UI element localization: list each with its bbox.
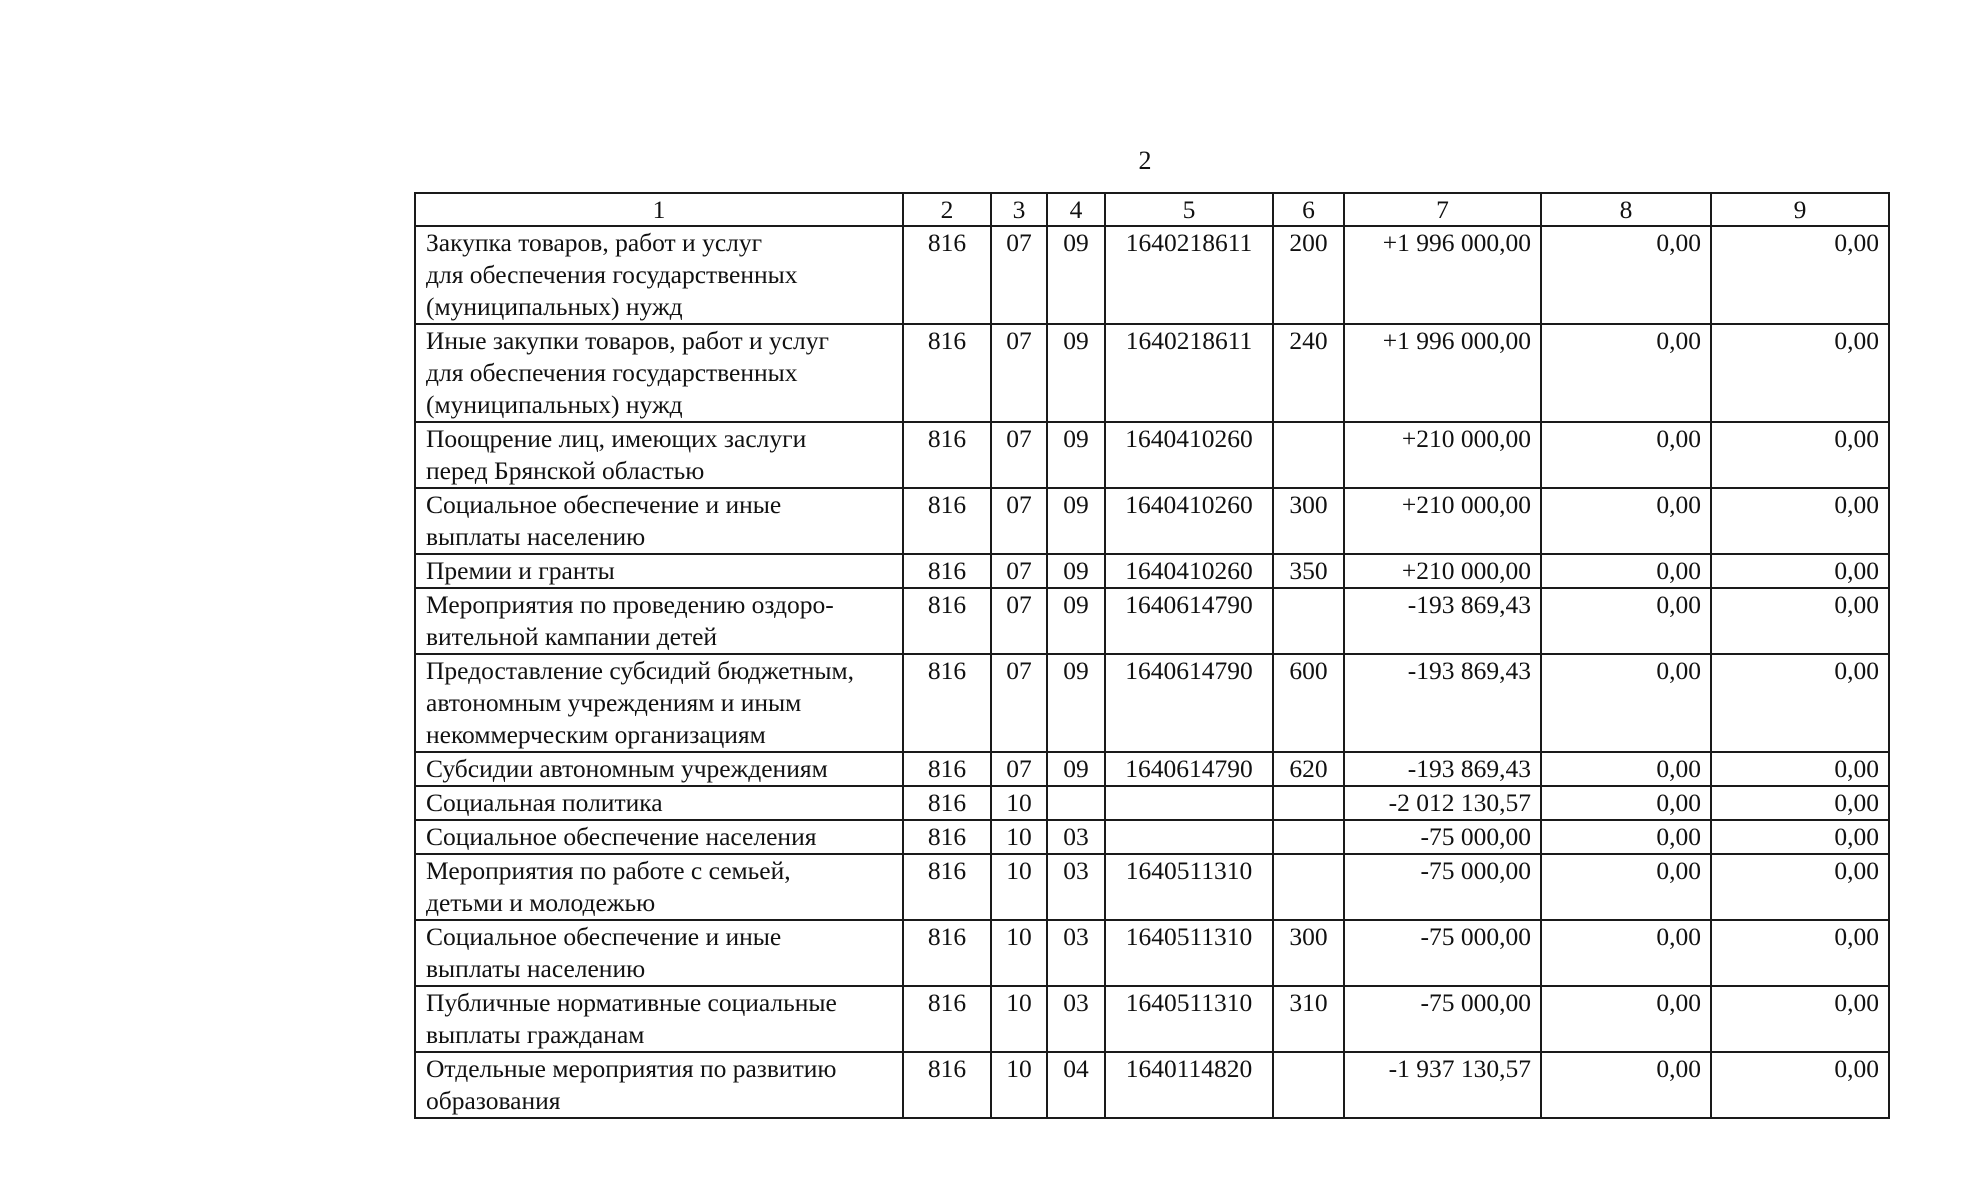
cell-grbs: 816 bbox=[903, 1052, 991, 1118]
cell-col8: 0,00 bbox=[1541, 554, 1711, 588]
name-line: Мероприятия по проведению оздоро- bbox=[426, 590, 834, 619]
cell-subsection: 09 bbox=[1047, 654, 1105, 752]
cell-subsection: 09 bbox=[1047, 324, 1105, 422]
cell-subsection: 09 bbox=[1047, 422, 1105, 488]
name-line: Публичные нормативные социальные bbox=[426, 988, 837, 1017]
cell-col8: 0,00 bbox=[1541, 820, 1711, 854]
column-header: 8 bbox=[1541, 193, 1711, 226]
cell-amount: -75 000,00 bbox=[1344, 854, 1541, 920]
cell-col9: 0,00 bbox=[1711, 920, 1889, 986]
column-header: 2 bbox=[903, 193, 991, 226]
cell-grbs: 816 bbox=[903, 752, 991, 786]
cell-subsection: 09 bbox=[1047, 554, 1105, 588]
cell-amount: -1 937 130,57 bbox=[1344, 1052, 1541, 1118]
cell-col8: 0,00 bbox=[1541, 752, 1711, 786]
cell-amount: -193 869,43 bbox=[1344, 752, 1541, 786]
name-line: автономным учреждениям и иным bbox=[426, 688, 802, 717]
cell-subsection: 03 bbox=[1047, 820, 1105, 854]
cell-grbs: 816 bbox=[903, 588, 991, 654]
cell-name bbox=[415, 920, 903, 986]
cell-subsection bbox=[1047, 786, 1105, 820]
cell-col8: 0,00 bbox=[1541, 920, 1711, 986]
name-line: Социальная политика bbox=[426, 788, 663, 817]
cell-target-article: 1640218611 bbox=[1105, 324, 1273, 422]
name-line: Социальное обеспечение и иные bbox=[426, 490, 782, 519]
name-line: Социальное обеспечение и иные bbox=[426, 922, 782, 951]
cell-col9: 0,00 bbox=[1711, 752, 1889, 786]
page-number: 2 bbox=[1138, 146, 1152, 175]
name-line: для обеспечения государственных bbox=[426, 260, 798, 289]
table-header-row bbox=[415, 193, 1889, 226]
cell-section: 10 bbox=[991, 786, 1047, 820]
cell-name bbox=[415, 1052, 903, 1118]
table-row bbox=[415, 588, 1889, 654]
name-line: выплаты гражданам bbox=[426, 1020, 645, 1049]
cell-amount: +1 996 000,00 bbox=[1344, 324, 1541, 422]
cell-expense-type: 600 bbox=[1273, 654, 1344, 752]
cell-section: 07 bbox=[991, 422, 1047, 488]
name-line: (муниципальных) нужд bbox=[426, 292, 683, 321]
cell-col9: 0,00 bbox=[1711, 226, 1889, 324]
name-line: Социальное обеспечение населения bbox=[426, 822, 817, 851]
cell-section: 07 bbox=[991, 654, 1047, 752]
cell-subsection: 09 bbox=[1047, 588, 1105, 654]
cell-section: 10 bbox=[991, 854, 1047, 920]
cell-subsection: 03 bbox=[1047, 920, 1105, 986]
name-line: Мероприятия по работе с семьей, bbox=[426, 856, 791, 885]
cell-target-article: 1640614790 bbox=[1105, 654, 1273, 752]
cell-amount: +210 000,00 bbox=[1344, 422, 1541, 488]
cell-col9: 0,00 bbox=[1711, 654, 1889, 752]
cell-section: 10 bbox=[991, 820, 1047, 854]
table-row bbox=[415, 226, 1889, 324]
table-row bbox=[415, 654, 1889, 752]
cell-name bbox=[415, 752, 903, 786]
cell-amount: -193 869,43 bbox=[1344, 654, 1541, 752]
cell-name bbox=[415, 422, 903, 488]
cell-section: 07 bbox=[991, 554, 1047, 588]
cell-subsection: 04 bbox=[1047, 1052, 1105, 1118]
name-line: образования bbox=[426, 1086, 561, 1115]
name-line: выплаты населению bbox=[426, 522, 646, 551]
cell-target-article: 1640410260 bbox=[1105, 554, 1273, 588]
cell-grbs: 816 bbox=[903, 554, 991, 588]
cell-target-article: 1640410260 bbox=[1105, 488, 1273, 554]
name-line: вительной кампании детей bbox=[426, 622, 718, 651]
cell-col9: 0,00 bbox=[1711, 820, 1889, 854]
column-header: 7 bbox=[1344, 193, 1541, 226]
cell-grbs: 816 bbox=[903, 986, 991, 1052]
cell-section: 10 bbox=[991, 1052, 1047, 1118]
cell-expense-type bbox=[1273, 588, 1344, 654]
cell-col9: 0,00 bbox=[1711, 554, 1889, 588]
cell-target-article: 1640511310 bbox=[1105, 854, 1273, 920]
table-row bbox=[415, 752, 1889, 786]
cell-section: 07 bbox=[991, 752, 1047, 786]
column-header: 5 bbox=[1105, 193, 1273, 226]
column-header: 9 bbox=[1711, 193, 1889, 226]
cell-subsection: 03 bbox=[1047, 854, 1105, 920]
cell-grbs: 816 bbox=[903, 422, 991, 488]
cell-target-article bbox=[1105, 820, 1273, 854]
cell-col8: 0,00 bbox=[1541, 226, 1711, 324]
table-body bbox=[415, 226, 1889, 1118]
cell-target-article: 1640614790 bbox=[1105, 752, 1273, 786]
cell-expense-type bbox=[1273, 820, 1344, 854]
cell-col9: 0,00 bbox=[1711, 854, 1889, 920]
budget-table bbox=[414, 192, 1890, 1119]
cell-expense-type: 300 bbox=[1273, 920, 1344, 986]
cell-col9: 0,00 bbox=[1711, 422, 1889, 488]
cell-amount: -75 000,00 bbox=[1344, 986, 1541, 1052]
cell-name bbox=[415, 986, 903, 1052]
name-line: Отдельные мероприятия по развитию bbox=[426, 1054, 837, 1083]
cell-grbs: 816 bbox=[903, 654, 991, 752]
cell-section: 07 bbox=[991, 488, 1047, 554]
cell-col9: 0,00 bbox=[1711, 986, 1889, 1052]
cell-grbs: 816 bbox=[903, 324, 991, 422]
name-line: Поощрение лиц, имеющих заслуги bbox=[426, 424, 807, 453]
cell-col8: 0,00 bbox=[1541, 488, 1711, 554]
cell-name bbox=[415, 488, 903, 554]
cell-grbs: 816 bbox=[903, 820, 991, 854]
cell-target-article: 1640511310 bbox=[1105, 986, 1273, 1052]
cell-target-article: 1640614790 bbox=[1105, 588, 1273, 654]
name-line: Субсидии автономным учреждениям bbox=[426, 754, 828, 783]
cell-expense-type bbox=[1273, 786, 1344, 820]
cell-name bbox=[415, 226, 903, 324]
cell-target-article bbox=[1105, 786, 1273, 820]
cell-amount: +210 000,00 bbox=[1344, 554, 1541, 588]
cell-amount: +1 996 000,00 bbox=[1344, 226, 1541, 324]
cell-expense-type: 200 bbox=[1273, 226, 1344, 324]
cell-col8: 0,00 bbox=[1541, 324, 1711, 422]
cell-col9: 0,00 bbox=[1711, 324, 1889, 422]
cell-subsection: 09 bbox=[1047, 752, 1105, 786]
table-row bbox=[415, 324, 1889, 422]
cell-target-article: 1640511310 bbox=[1105, 920, 1273, 986]
name-line: Закупка товаров, работ и услуг bbox=[426, 228, 763, 257]
cell-name bbox=[415, 854, 903, 920]
cell-col8: 0,00 bbox=[1541, 786, 1711, 820]
table-row bbox=[415, 1052, 1889, 1118]
cell-expense-type: 620 bbox=[1273, 752, 1344, 786]
name-line: Премии и гранты bbox=[426, 556, 615, 585]
cell-target-article: 1640218611 bbox=[1105, 226, 1273, 324]
name-line: некоммерческим организациям bbox=[426, 720, 766, 749]
cell-col9: 0,00 bbox=[1711, 588, 1889, 654]
column-header: 6 bbox=[1273, 193, 1344, 226]
cell-subsection: 03 bbox=[1047, 986, 1105, 1052]
cell-name bbox=[415, 820, 903, 854]
column-header: 1 bbox=[415, 193, 903, 226]
cell-grbs: 816 bbox=[903, 920, 991, 986]
cell-target-article: 1640410260 bbox=[1105, 422, 1273, 488]
cell-subsection: 09 bbox=[1047, 488, 1105, 554]
name-line: перед Брянской областью bbox=[426, 456, 705, 485]
name-line: (муниципальных) нужд bbox=[426, 390, 683, 419]
table-row bbox=[415, 786, 1889, 820]
cell-section: 10 bbox=[991, 986, 1047, 1052]
cell-name bbox=[415, 786, 903, 820]
cell-col8: 0,00 bbox=[1541, 654, 1711, 752]
cell-section: 07 bbox=[991, 588, 1047, 654]
cell-grbs: 816 bbox=[903, 488, 991, 554]
cell-section: 07 bbox=[991, 226, 1047, 324]
cell-amount: -2 012 130,57 bbox=[1344, 786, 1541, 820]
cell-section: 07 bbox=[991, 324, 1047, 422]
table-row bbox=[415, 854, 1889, 920]
name-line: детьми и молодежью bbox=[426, 888, 656, 917]
cell-expense-type bbox=[1273, 422, 1344, 488]
cell-col8: 0,00 bbox=[1541, 854, 1711, 920]
cell-name bbox=[415, 588, 903, 654]
cell-col9: 0,00 bbox=[1711, 488, 1889, 554]
cell-amount: +210 000,00 bbox=[1344, 488, 1541, 554]
cell-expense-type bbox=[1273, 854, 1344, 920]
cell-amount: -193 869,43 bbox=[1344, 588, 1541, 654]
cell-grbs: 816 bbox=[903, 854, 991, 920]
cell-name bbox=[415, 324, 903, 422]
cell-grbs: 816 bbox=[903, 786, 991, 820]
table-row bbox=[415, 820, 1889, 854]
table-row bbox=[415, 488, 1889, 554]
cell-target-article: 1640114820 bbox=[1105, 1052, 1273, 1118]
table-row bbox=[415, 986, 1889, 1052]
name-line: Иные закупки товаров, работ и услуг bbox=[426, 326, 829, 355]
cell-name bbox=[415, 654, 903, 752]
cell-section: 10 bbox=[991, 920, 1047, 986]
cell-col9: 0,00 bbox=[1711, 786, 1889, 820]
cell-col8: 0,00 bbox=[1541, 588, 1711, 654]
cell-amount: -75 000,00 bbox=[1344, 920, 1541, 986]
cell-expense-type: 300 bbox=[1273, 488, 1344, 554]
cell-col8: 0,00 bbox=[1541, 1052, 1711, 1118]
column-header: 3 bbox=[991, 193, 1047, 226]
cell-expense-type: 350 bbox=[1273, 554, 1344, 588]
name-line: Предоставление субсидий бюджетным, bbox=[426, 656, 855, 685]
column-header: 4 bbox=[1047, 193, 1105, 226]
cell-name bbox=[415, 554, 903, 588]
cell-expense-type bbox=[1273, 1052, 1344, 1118]
cell-amount: -75 000,00 bbox=[1344, 820, 1541, 854]
cell-grbs: 816 bbox=[903, 226, 991, 324]
cell-col8: 0,00 bbox=[1541, 422, 1711, 488]
cell-expense-type: 240 bbox=[1273, 324, 1344, 422]
cell-subsection: 09 bbox=[1047, 226, 1105, 324]
table-row bbox=[415, 554, 1889, 588]
cell-col9: 0,00 bbox=[1711, 1052, 1889, 1118]
name-line: выплаты населению bbox=[426, 954, 646, 983]
name-line: для обеспечения государственных bbox=[426, 358, 798, 387]
cell-col8: 0,00 bbox=[1541, 986, 1711, 1052]
table-row bbox=[415, 422, 1889, 488]
cell-expense-type: 310 bbox=[1273, 986, 1344, 1052]
table-row bbox=[415, 920, 1889, 986]
